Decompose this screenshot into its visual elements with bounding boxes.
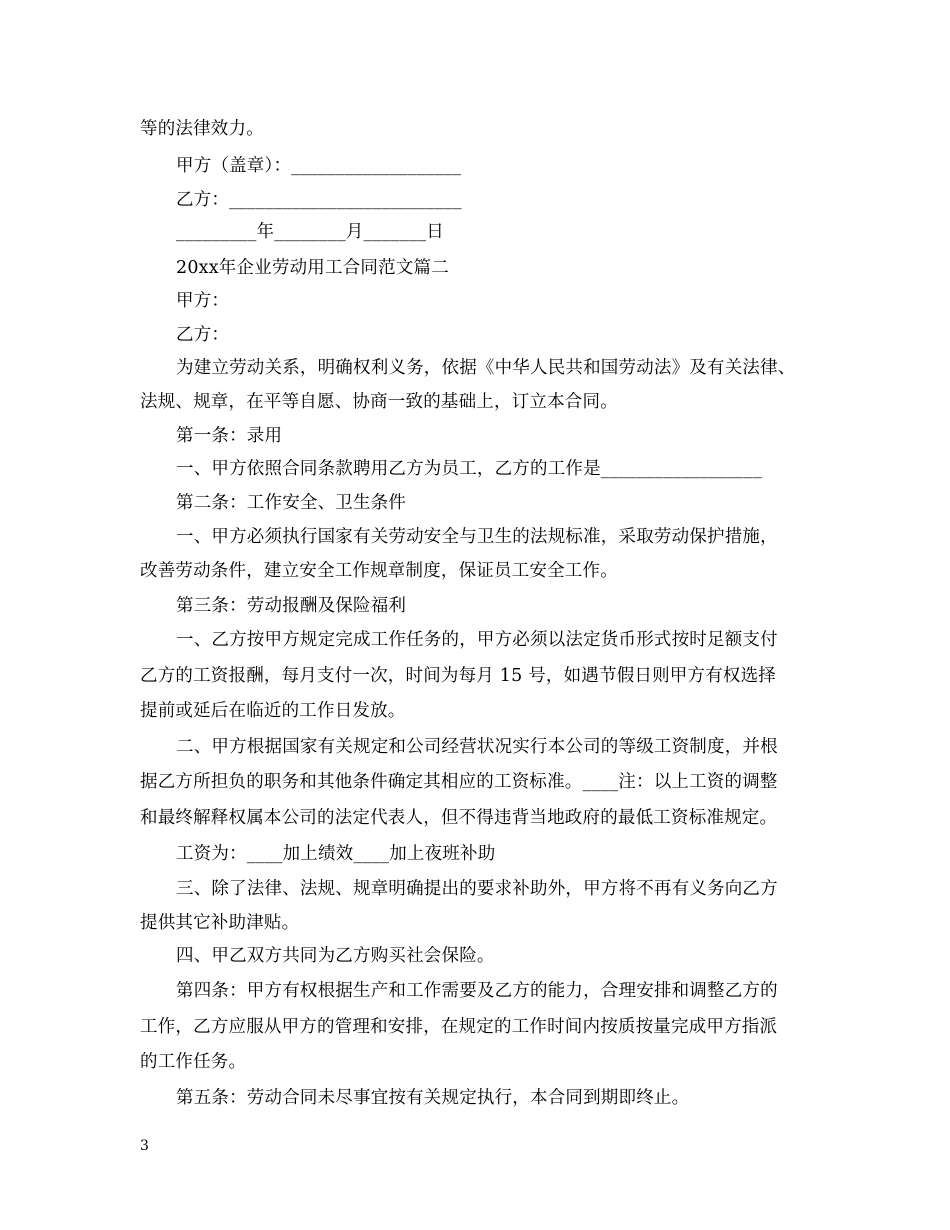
text-line: 一、甲方依照合同条款聘用乙方为员工，乙方的工作是__________________ xyxy=(176,459,762,479)
text-line: 二、甲方根据国家有关规定和公司经营状况实行本公司的等级工资制度，并根 xyxy=(176,737,778,757)
text-line: 工资为：____加上绩效____加上夜班补助 xyxy=(176,844,496,864)
party-b-signature-line: 乙方：__________________________ xyxy=(176,190,462,210)
party-b-label: 乙方： xyxy=(176,325,230,345)
text-line: 提前或延后在临近的工作日发放。 xyxy=(140,701,406,721)
text-line: 四、甲乙双方共同为乙方购买社会保险。 xyxy=(176,946,495,966)
text-line: 第五条：劳动合同未尽事宜按有关规定执行，本合同到期即终止。 xyxy=(176,1088,690,1108)
text-line: 一、甲方必须执行国家有关劳动安全与卫生的法规标准，采取劳动保护措施， xyxy=(176,527,778,547)
text-line: 工作，乙方应服从甲方的管理和安排，在规定的工作时间内按质按量完成甲方指派 xyxy=(140,1017,778,1037)
text-line: 据乙方所担负的职务和其他条件确定其相应的工资标准。____注：以上工资的调整 xyxy=(140,772,778,792)
article-heading: 第二条：工作安全、卫生条件 xyxy=(176,493,407,513)
date-line: _________年________月_______日 xyxy=(176,222,444,242)
text-line: 等的法律效力。 xyxy=(140,119,264,139)
party-a-seal-line: 甲方（盖章）：___________________ xyxy=(176,156,462,176)
section-title: 20xx年企业劳动用工合同范文篇二 xyxy=(176,258,449,278)
article-heading: 第三条：劳动报酬及保险福利 xyxy=(176,596,407,616)
text-line: 和最终解释权属本公司的法定代表人，但不得违背当地政府的最低工资标准规定。 xyxy=(140,808,778,828)
page-number: 3 xyxy=(140,1138,149,1154)
text-line: 改善劳动条件，建立安全工作规章制度，保证员工安全工作。 xyxy=(140,561,618,581)
text-line: 三、除了法律、法规、规章明确提出的要求补助外，甲方将不再有义务向乙方 xyxy=(176,879,778,899)
text-line: 乙方的工资报酬，每月支付一次，时间为每月 15 号，如遇节假日则甲方有权选择 xyxy=(140,666,776,686)
article-heading: 第一条：录用 xyxy=(176,426,283,446)
text-line: 第四条：甲方有权根据生产和工作需要及乙方的能力，合理安排和调整乙方的 xyxy=(176,981,778,1001)
text-line: 的工作任务。 xyxy=(140,1052,247,1072)
party-a-label: 甲方： xyxy=(176,291,230,311)
text-line: 提供其它补助津贴。 xyxy=(140,913,300,933)
text-line: 法规、规章，在平等自愿、协商一致的基础上，订立本合同。 xyxy=(140,392,618,412)
text-line: 为建立劳动关系，明确权利义务，依据《中华人民共和国劳动法》及有关法律、 xyxy=(176,358,796,378)
text-line: 一、乙方按甲方规定完成工作任务的，甲方必须以法定货币形式按时足额支付 xyxy=(176,630,778,650)
